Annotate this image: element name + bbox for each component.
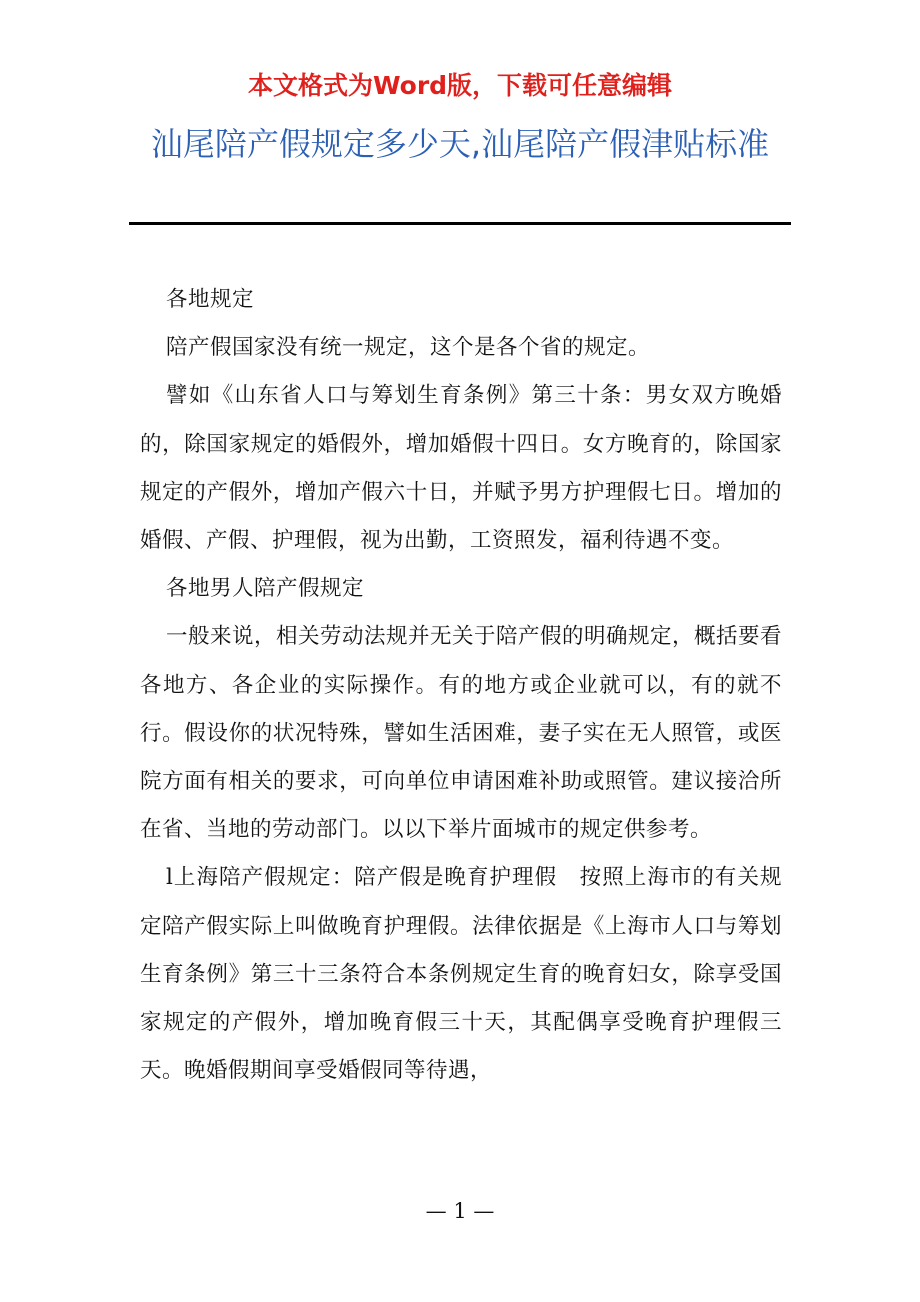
paragraph-national-note: 陪产假国家没有统一规定，这个是各个省的规定。: [166, 335, 651, 361]
paragraph-general-explanation: 一般来说，相关劳动法规并无关于陪产假的明确规定，概括要看各地方、各企业的实际操作。有的地方或企业就可以，有的就不行。假设你的状况特殊，譬如生活困难，妻子实在无人照管，或医院方面有相关的要求，可向单位申请困难补助或照管。建议接洽所在省、当地的劳动部门。以以下举片面城市的规定供参考。: [140, 624, 783, 843]
document-title: 汕尾陪产假规定多少天,汕尾陪产假津贴标准: [150, 125, 770, 163]
paragraph-heading-regional-rules: 各地规定: [166, 287, 255, 312]
paragraph-heading-men-leave: 各地男人陪产假规定: [166, 576, 365, 602]
paragraph-shanghai-rules: l上海陪产假规定：陪产假是晚育护理假 按照上海市的有关规定陪产假实际上叫做晚育护理假。法律依据是《上海市人口与筹划生育条例》第三十三条符合本条例规定生育的晚育妇女，除享受国家规定的产假外，增加晚育假三十天，其配偶享受晚育护理假三天。晚婚假期间享受婚假同等待遇，: [140, 865, 782, 1084]
title-divider: [129, 222, 791, 225]
paragraph-shandong-example: 譬如《山东省人口与筹划生育条例》第三十条：男女双方晚婚的，除国家规定的婚假外，增加婚假十四日。女方晚育的，除国家规定的产假外，增加产假六十日，并赋予男方护理假七日。增加的婚假、产假、护理假，视为出勤，工资照发，福利待遇不变。: [140, 383, 782, 554]
page-number: — 1 —: [425, 1199, 495, 1223]
document-body: [140, 276, 782, 1095]
format-notice: 本文格式为Word版，下载可任意编辑: [247, 71, 673, 100]
